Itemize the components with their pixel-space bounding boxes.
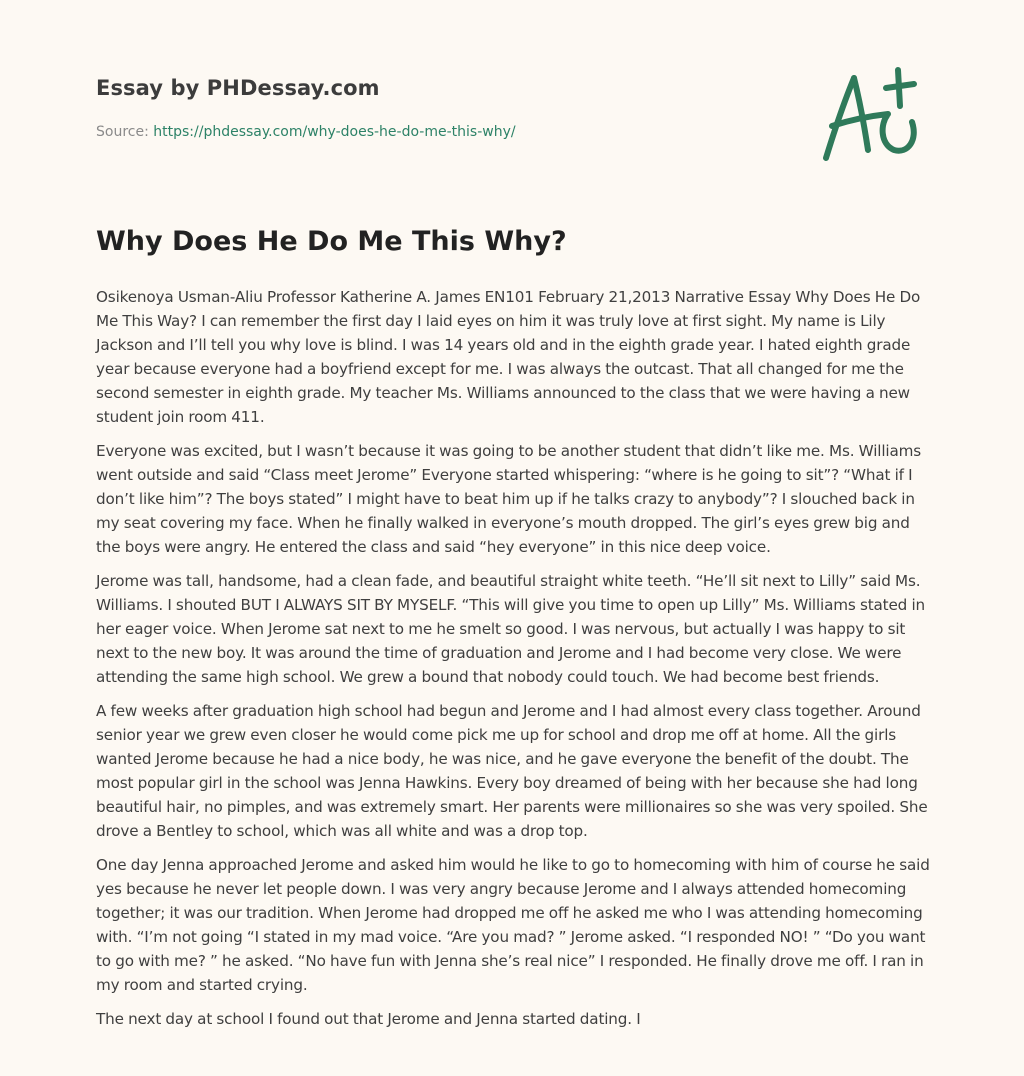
essay-paragraph: Everyone was excited, but I wasn’t because it was going to be another student that didn’t like me. Ms. Williams went outside and said “Class meet Jerome” Everyone started whispering: “where is he going to sit”? “What if I don’t like him”? The boys stated” I might have to beat him up if he talks crazy to anybody”? I slouched back in my seat covering my face. When he finally walked in everyone’s mouth dropped. The girl’s eyes grew big and the boys were angry. He entered the class and said “hey everyone” in this nice deep voice.	[96, 442, 922, 556]
source-link[interactable]: https://phdessay.com/why-does-he-do-me-this-why/	[153, 124, 516, 140]
essay-paragraph: The next day at school I found out that Jerome and Jenna started dating. I	[96, 1010, 641, 1028]
essay-paragraph: One day Jenna approached Jerome and asked him would he like to go to homecoming with him of course he said yes because he never let people down. I was very angry because Jerome and I always attended homecoming together; it was our tradition. When Jerome had dropped me off he asked me who I was attending homecoming with. “I’m not going “I stated in my mad voice. “Are you mad? ” Jerome asked. “I responded NO! ” “Do you want to go with me? ” he asked. “No have fun with Jenna she’s real nice” I responded. He finally drove me off. I ran in my room and started crying.	[96, 856, 930, 994]
a-plus-grade-icon	[814, 62, 926, 168]
essay-title: Why Does He Do Me This Why?	[96, 226, 567, 257]
source-label: Source:	[96, 124, 149, 140]
essay-paragraph: Jerome was tall, handsome, had a clean fade, and beautiful straight white teeth. “He’ll sit next to Lilly” said Ms. Williams. I shouted BUT I ALWAYS SIT BY MYSELF. “This will give you time to open up Lilly” Ms. Williams stated in her eager voice. When Jerome sat next to me he smelt so good. I was nervous, but actually I was happy to sit next to the new boy. It was around the time of graduation and Jerome and I had become very close. We were attending the same high school. We grew a bound that nobody could touch. We had become best friends.	[96, 572, 925, 686]
site-title: Essay by PHDessay.com	[96, 76, 380, 100]
essay-body	[96, 285, 932, 1041]
source-line	[96, 124, 516, 140]
essay-paragraph: Osikenoya Usman-Aliu Professor Katherine A. James EN101 February 21,2013 Narrative Essay Why Does He Do Me This Way? I can remember the first day I laid eyes on him it was truly love at first sight. My name is Lily Jackson and I’ll tell you why love is blind. I was 14 years old and in the eighth grade year. I hated eighth grade year because everyone had a boyfriend except for me. I was always the outcast. That all changed for me the second semester in eighth grade. My teacher Ms. Williams announced to the class that we were having a new student join room 411.	[96, 288, 921, 426]
essay-paragraph: A few weeks after graduation high school had begun and Jerome and I had almost every class together. Around senior year we grew even closer he would come pick me up for school and drop me off at home. All the girls wanted Jerome because he had a nice body, he was nice, and he gave everyone the benefit of the doubt. The most popular girl in the school was Jenna Hawkins. Every boy dreamed of being with her because she had long beautiful hair, no pimples, and was extremely smart. Her parents were millionaires so she was very spoiled. She drove a Bentley to school, which was all white and was a drop top.	[96, 702, 928, 840]
